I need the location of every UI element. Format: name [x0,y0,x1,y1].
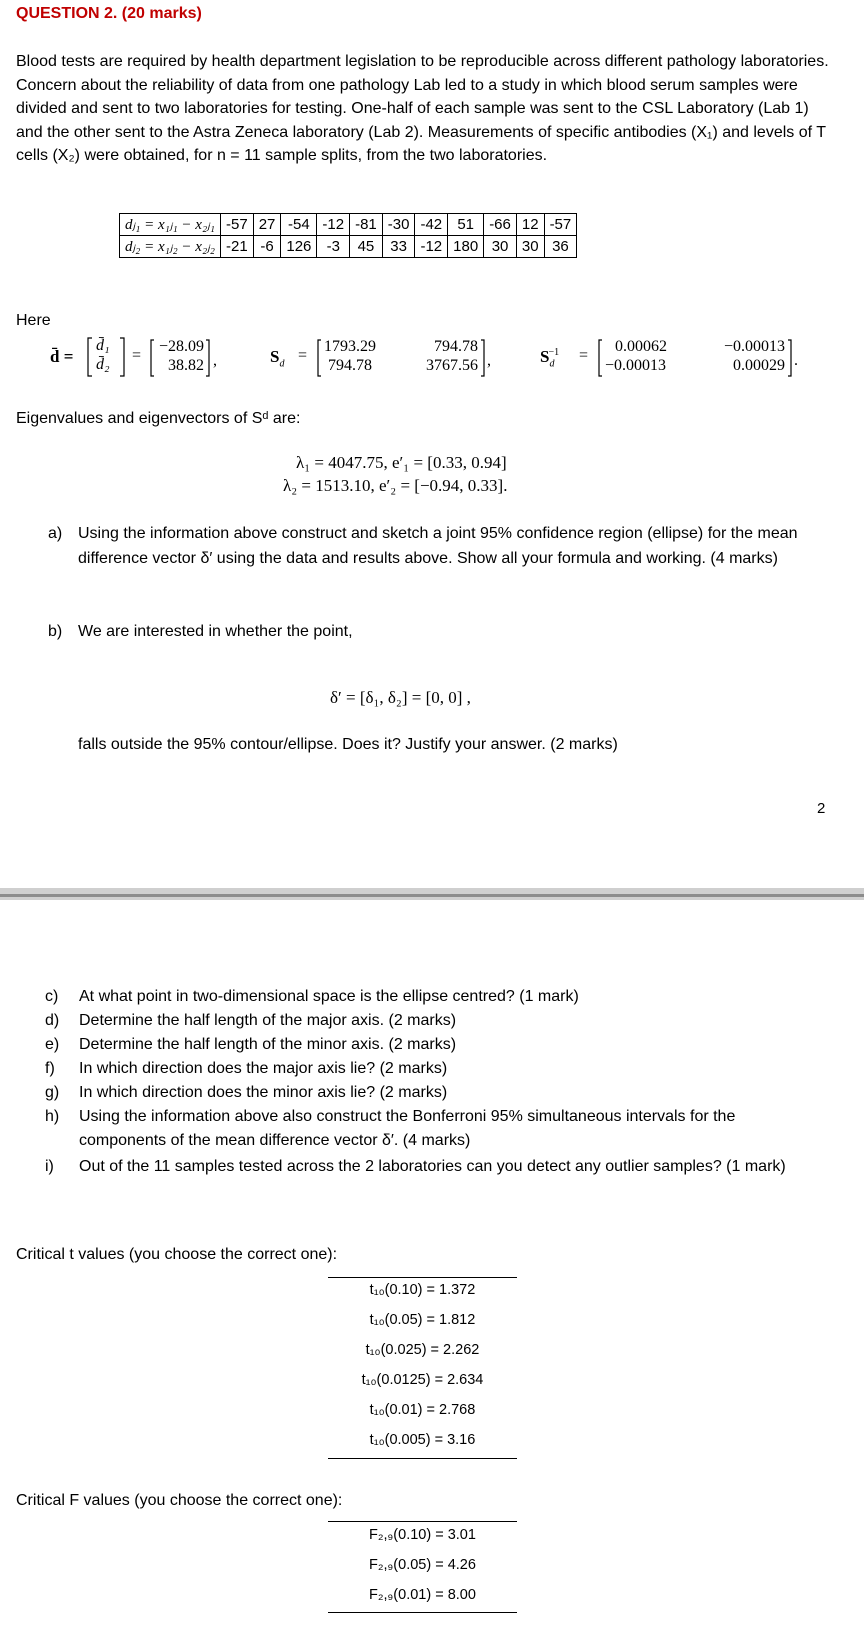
page-number: 2 [817,800,826,817]
table-cell: 12 [516,214,544,236]
rule [328,1521,517,1522]
critical-t-value: t₁₀(0.01) = 2.768 [369,1402,476,1418]
critical-t-value: t₁₀(0.10) = 1.372 [369,1282,476,1298]
part-text: In which direction does the major axis lie? (2 marks) [79,1060,448,1077]
comma: , [487,352,491,369]
equals-sign: = [132,347,142,364]
critical-f-value: F₂,₉(0.01) = 8.00 [369,1587,476,1603]
part-text: At what point in two-dimensional space is the ellipse centred? (1 mark) [79,988,579,1005]
table-cell: 126 [281,236,317,258]
sdinv-lhs [540,347,565,369]
table-row [120,214,577,236]
part-label: d) [45,1012,60,1029]
dbar-value-matrix [149,338,211,378]
table-cell: 27 [253,214,281,236]
table-cell: -6 [253,236,281,258]
dbar-symbol-matrix [86,336,126,378]
critical-t-value: t₁₀(0.025) = 2.262 [365,1342,480,1358]
dbar-lhs: d̄ = [50,347,74,366]
row-label: dⱼ₂ = x₁ⱼ₂ − x₂ⱼ₂ [120,236,221,258]
table-cell: 36 [544,236,577,258]
sd-11: 1793.29 [324,338,376,355]
table-cell: -3 [317,236,350,258]
table-cell: 45 [350,236,383,258]
table-row [120,236,577,258]
dbar-1-symbol: d̄₁ [96,337,110,354]
table-cell: 51 [448,214,484,236]
page-2 [0,900,864,1628]
critical-t-value: t₁₀(0.0125) = 2.634 [361,1372,484,1388]
rule [328,1458,517,1459]
eigen-line-1: λ₁ = 4047.75, e′₁ = [0.33, 0.94] [296,453,507,472]
sd-matrix [316,338,486,378]
sd-12: 794.78 [434,338,478,355]
sdinv-12: −0.00013 [723,338,785,355]
sdinv-superscript: −1 [548,347,560,359]
part-label: i) [45,1158,54,1175]
part-label: a) [48,525,63,542]
part-label: b) [48,623,63,640]
table-cell: -12 [415,236,448,258]
question-intro: Blood tests are required by health department legislation to be reproducible across different pathology laboratories. Concern about the reliability of data from one pathology Lab led to a study in which blood serum samples were divided and sent to two laboratories for testing. One-half of each sample was sent to the CSL Laboratory (Lab 1) and the other sent to the Astra Zeneca laboratory (Lab 2). Measurements of specific antibodies (X₁) and levels of T cells (X₂) were obtained, for n = 11 sample splits, from the two laboratories. [16,53,829,164]
difference-table [119,213,577,258]
dbar-2-symbol: d̄₂ [96,356,110,373]
sd-symbol: S [270,347,280,366]
table-cell: -57 [221,214,254,236]
dbar-value-1: −28.09 [158,338,204,355]
sdinv-subscript: d [549,358,555,370]
critical-t-heading: Critical t values (you choose the correct one): [16,1246,338,1263]
part-text: Out of the 11 samples tested across the 2 laboratories can you detect any outlier samples? (1 mark) [79,1158,786,1175]
critical-f-heading: Critical F values (you choose the correct one): [16,1492,343,1509]
critical-t-value: t₁₀(0.005) = 3.16 [369,1432,476,1448]
dbar-value-2: 38.82 [168,357,204,374]
critical-f-value: F₂,₉(0.05) = 4.26 [369,1557,476,1573]
part-label: g) [45,1084,60,1101]
sdinv-22: 0.00029 [733,357,785,374]
part-text: Using the information above construct and sketch a joint 95% confidence region (ellipse) for the mean difference vector δ′ using the data and results above. Show all your formula and working. (4 marks) [78,525,798,567]
equals-sign: = [298,347,308,364]
parts-list [45,985,835,1205]
part-text: In which direction does the minor axis lie? (2 marks) [79,1084,448,1101]
eigen-heading: Eigenvalues and eigenvectors of Sᵈ are: [16,410,301,427]
table-cell: -81 [350,214,383,236]
question-title: QUESTION 2. (20 marks) [16,5,202,22]
row-label: dⱼ₁ = x₁ⱼ₁ − x₂ⱼ₁ [120,214,221,236]
rule [328,1612,517,1613]
part-b [48,620,828,645]
part-text: Using the information above also construct the Bonferroni 95% simultaneous intervals for the components of the mean difference vector δ′. (4 marks) [79,1108,736,1149]
critical-t-value: t₁₀(0.05) = 1.812 [369,1312,476,1328]
sdinv-matrix [597,338,793,378]
table-cell: 30 [516,236,544,258]
table-cell: -42 [415,214,448,236]
table-cell: 30 [484,236,517,258]
sd-21: 794.78 [328,357,372,374]
part-a [48,522,828,597]
sd-subscript: d [279,358,285,370]
rule [328,1277,517,1278]
part-label: c) [45,988,59,1005]
sdinv-21: −0.00013 [605,357,667,374]
table-cell: -66 [484,214,517,236]
table-cell: 33 [382,236,415,258]
equals-sign: = [579,347,589,364]
eigen-line-2: λ₂ = 1513.10, e′₂ = [−0.94, 0.33]. [283,476,508,495]
part-label: e) [45,1036,60,1053]
comma: , [213,352,217,369]
table-cell: -57 [544,214,577,236]
sdinv-11: 0.00062 [615,338,667,355]
critical-f-value: F₂,₉(0.10) = 3.01 [369,1527,476,1543]
page-separator-line [0,894,864,897]
table-cell: 180 [448,236,484,258]
part-text: Determine the half length of the minor axis. (2 marks) [79,1036,457,1053]
period: . [794,352,798,369]
here-label: Here [16,312,51,329]
table-cell: -21 [221,236,254,258]
part-label: f) [45,1060,55,1077]
sd-lhs [270,347,284,369]
part-text: We are interested in whether the point, [78,623,353,640]
part-label: h) [45,1108,60,1125]
sd-22: 3767.56 [426,357,478,374]
table-cell: -12 [317,214,350,236]
sdinv-symbol: S [540,347,550,366]
table-cell: -54 [281,214,317,236]
point-equation: δ′ = [δ₁, δ₂] = [0, 0] , [330,688,471,707]
table-cell: -30 [382,214,415,236]
part-text: Determine the half length of the major axis. (2 marks) [79,1012,457,1029]
part-b-followup: falls outside the 95% contour/ellipse. Does it? Justify your answer. (2 marks) [78,736,618,753]
